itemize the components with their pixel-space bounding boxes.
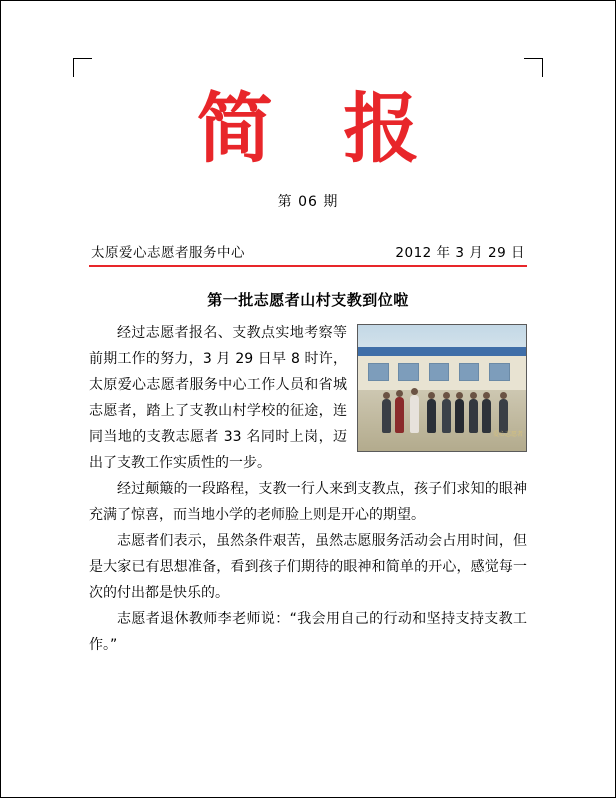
body-paragraph: 志愿者退休教师李老师说：“我会用自己的行动和坚持支持支教工作。” [89, 610, 527, 653]
photo-person [395, 397, 404, 433]
photo-person [482, 399, 491, 433]
photo-roof-band [358, 347, 526, 356]
article-title: 第一批志愿者山村支教到位啦 [207, 290, 409, 309]
photo-window [429, 363, 449, 381]
photo-watermark: 爱心志愿者 [492, 430, 523, 438]
body-paragraph: 经过颠簸的一段路程，支教一行人来到支教点，孩子们求知的眼神充满了惊喜，而当地小学的老师脸上则是开心的期望。 [89, 480, 527, 523]
photo-window [459, 363, 479, 381]
photo-person [410, 395, 419, 433]
masthead-meta-row [89, 241, 527, 265]
photo-window [368, 363, 388, 381]
issue-number: 第 06 期 [277, 193, 339, 210]
body-paragraph: 志愿者们表示，虽然条件艰苦，虽然志愿服务活动会占用时间，但是大家已有思想准备，看到孩子们期待的眼神和简单的开心，感觉每一次的付出都是快乐的。 [89, 532, 527, 601]
photo-person [455, 399, 464, 433]
body-paragraph: 经过志愿者报名、支教点实地考察等前期工作的努力，3 月 29 日早 8 时许，太原爱心志愿者服务中心工作人员和省城志愿者，踏上了支教山村学校的征途，连同当地的支教志愿者 33 名同时上岗，迈出了支教工作实质性的一步。 [89, 324, 347, 471]
photo-person [427, 399, 436, 433]
article-photo [357, 324, 527, 452]
issue-date: 2012 年 3 月 29 日 [395, 244, 525, 261]
issuer-name: 太原爱心志愿者服务中心 [91, 244, 245, 261]
masthead-title: 简 报 [196, 84, 442, 173]
photo-person [469, 399, 478, 433]
red-divider-rule [89, 265, 527, 267]
photo-window [398, 363, 418, 381]
article-body [89, 320, 527, 658]
photo-person [382, 399, 391, 433]
photo-window [489, 363, 509, 381]
document-content [89, 71, 527, 658]
photo-person [442, 399, 451, 433]
